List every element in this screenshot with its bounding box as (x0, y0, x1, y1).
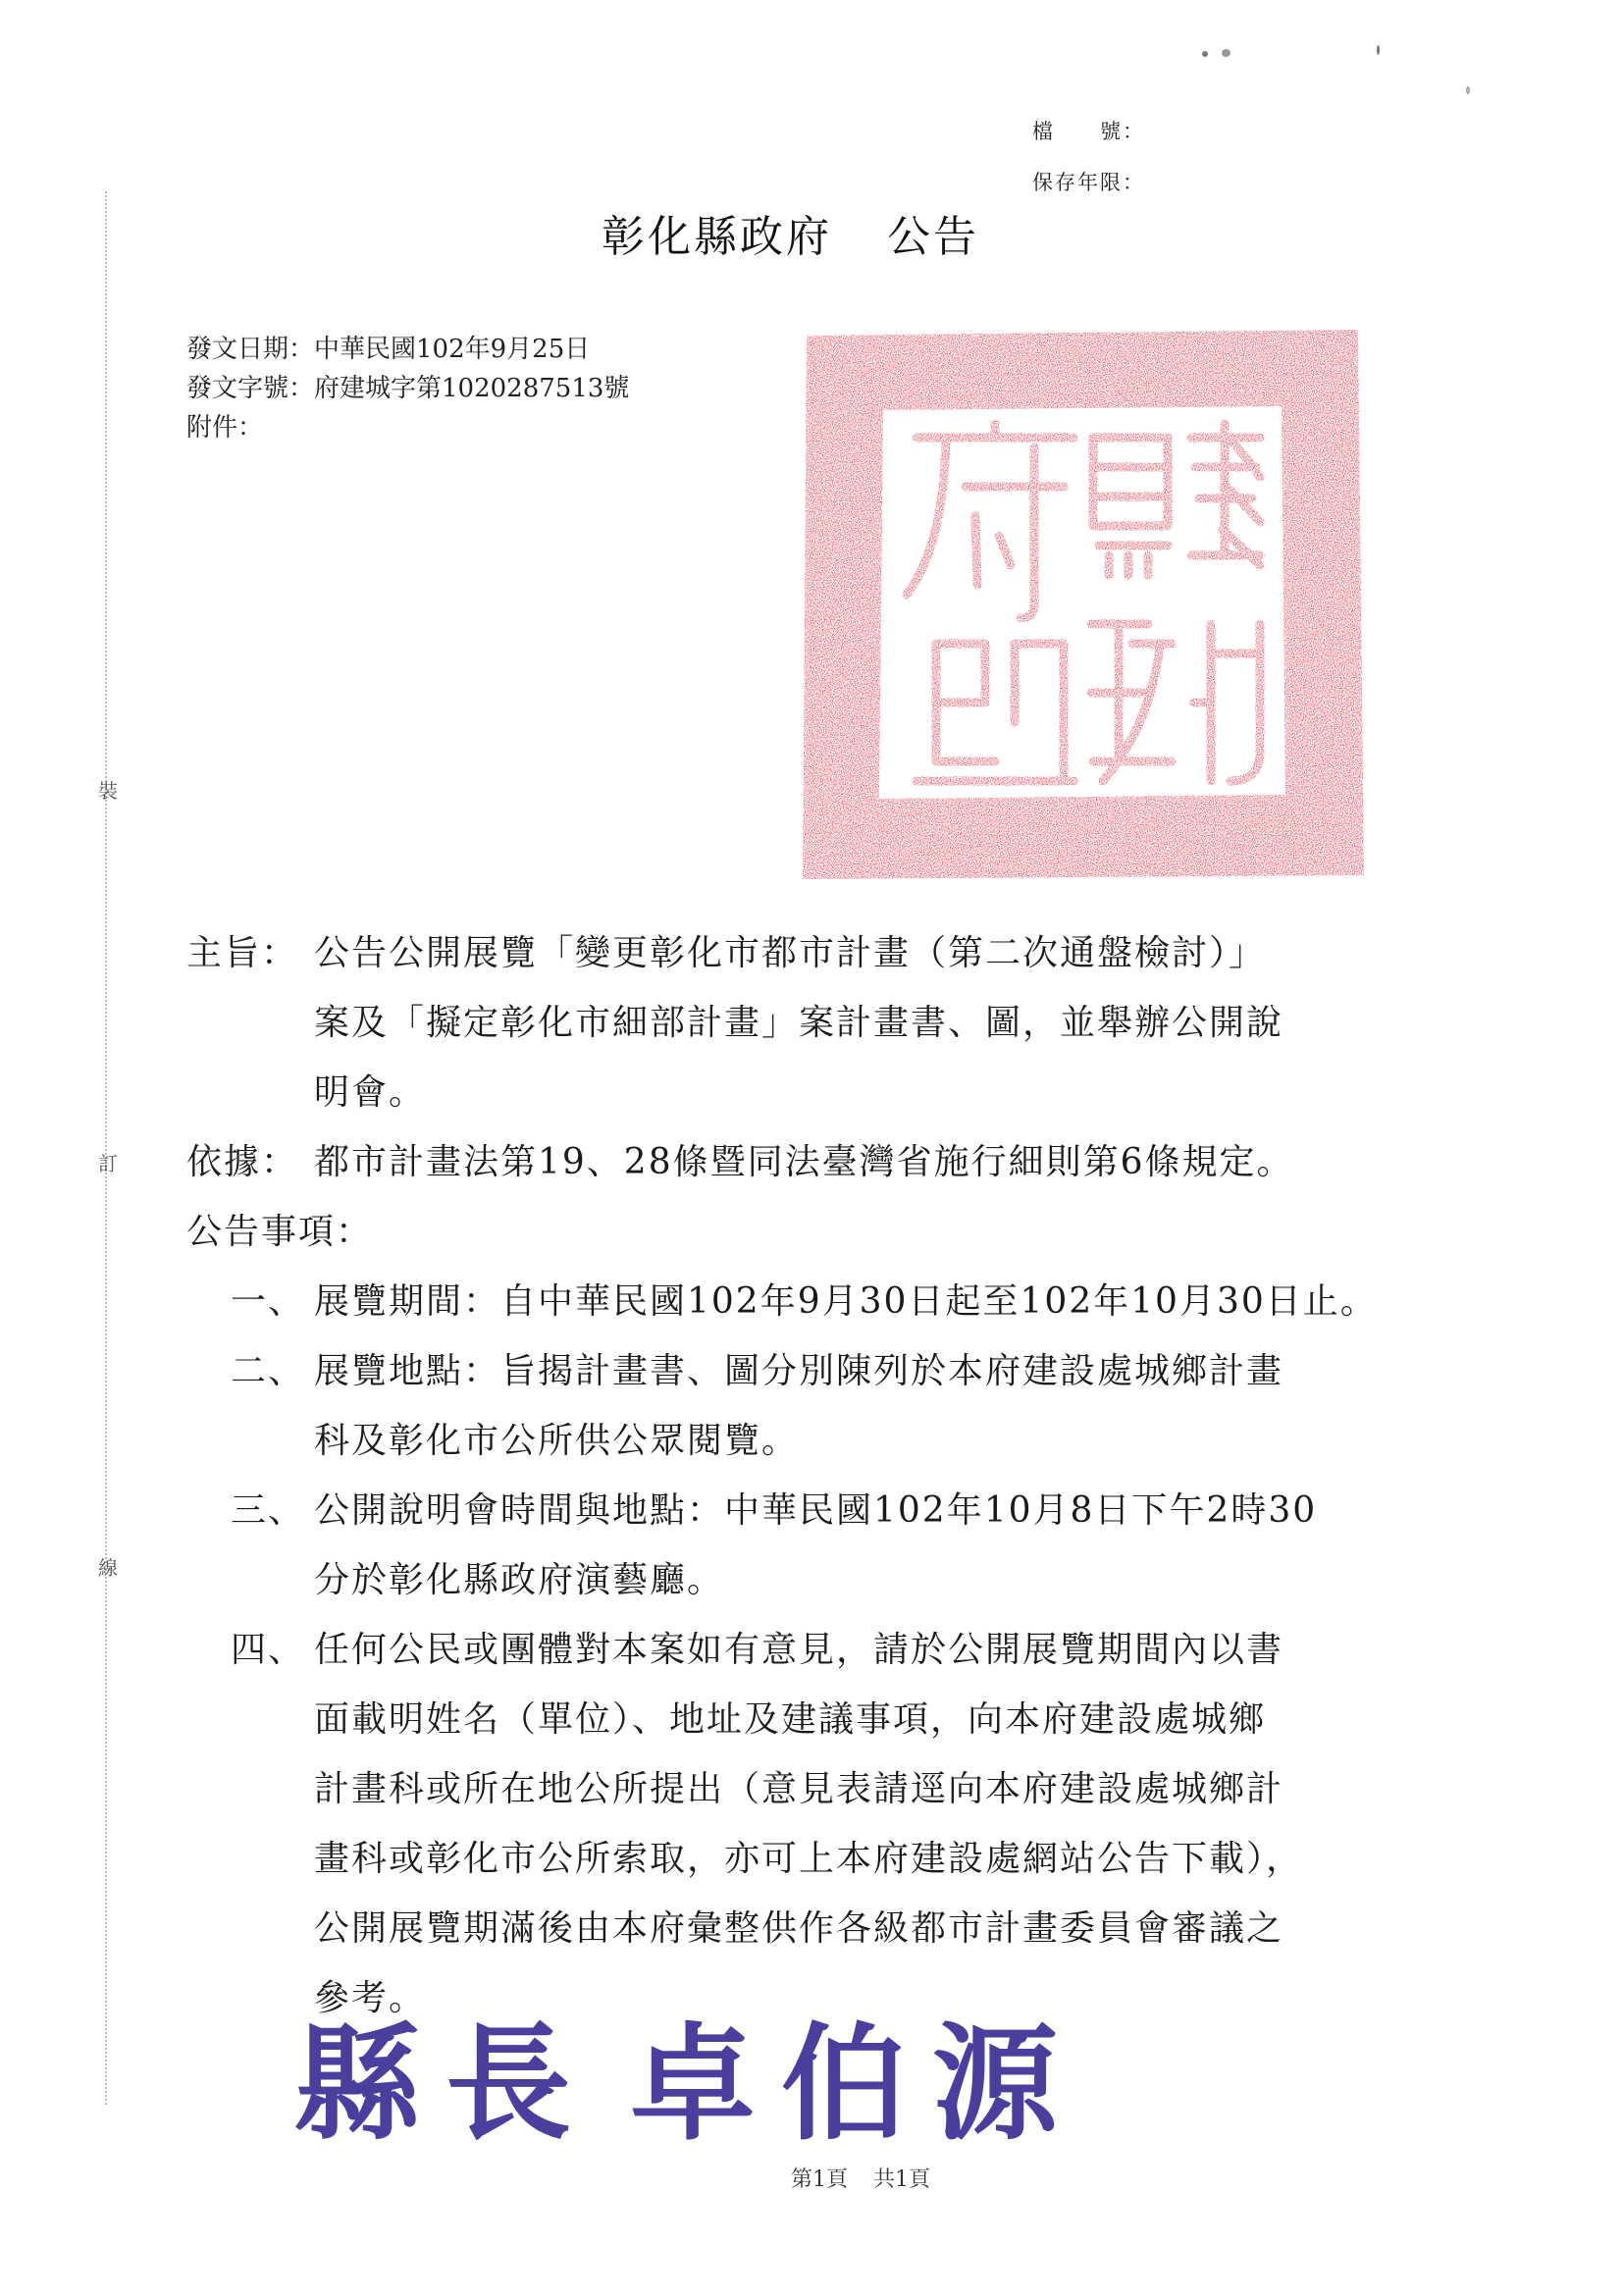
item-4-line-5: 公開展覽期滿後由本府彙整供作各級都市計畫委員會審議之 (314, 1908, 1284, 1949)
issue-number: 發文字號：府建城字第1020287513號 (186, 374, 630, 403)
signature-char-4: 伯 (781, 2011, 908, 2158)
signature-char-3: 卓 (630, 2011, 757, 2158)
retention-period-label: 保存年限： (1032, 171, 1145, 194)
item-3-line-1: 公開說明會時間與地點：中華民國102年10月8日下午2時30 (314, 1490, 1318, 1531)
official-seal (799, 330, 1364, 879)
page-number (791, 2163, 956, 2193)
basis-line-1: 都市計畫法第19、28條暨同法臺灣省施行細則第6條規定。 (314, 1142, 1294, 1182)
margin-mark-bind: 裝 (98, 779, 118, 803)
item-4-line-1: 任何公民或團體對本案如有意見，請於公開展覽期間內以書 (314, 1630, 1284, 1670)
margin-mark-staple: 訂 (98, 1152, 118, 1175)
subject-label: 主旨： (186, 933, 299, 973)
item-2-number: 二、 (231, 1351, 306, 1391)
signature-char-1: 縣 (294, 2011, 421, 2158)
item-1-number: 一、 (231, 1281, 306, 1322)
page-total: 共1頁 (873, 2167, 930, 2192)
item-4-line-4: 畫科或彰化市公所索取，亦可上本府建設處網站公告下載）， (314, 1839, 1304, 1879)
item-3-line-2: 分於彰化縣政府演藝廳。 (314, 1560, 725, 1600)
page-current: 第1頁 (791, 2167, 848, 2192)
magistrate-signature-stamp (294, 2011, 1207, 2159)
subject-line-2: 案及「擬定彰化市細部計畫」案計畫書、圖，並舉辦公開說 (314, 1003, 1284, 1043)
signature-char-2: 長 (445, 2011, 572, 2158)
signature-char-5: 源 (932, 2011, 1059, 2158)
subject-line-1: 公告公開展覽「變更彰化市都市計畫（第二次通盤檢討）」 (314, 933, 1267, 973)
item-2-line-1: 展覽地點：旨揭計畫書、圖分別陳列於本府建設處城鄉計畫 (314, 1351, 1284, 1391)
item-4-line-6: 參考。 (314, 1978, 427, 2018)
item-1-line-1: 展覽期間：自中華民國102年9月30日起至102年10月30日止。 (314, 1281, 1378, 1322)
item-4-number: 四、 (231, 1630, 306, 1670)
item-4-line-2: 面載明姓名（單位）、地址及建議事項，向本府建設處城鄉 (314, 1699, 1267, 1740)
file-number-label: 檔 號： (1032, 120, 1145, 143)
attachment-label: 附件： (186, 413, 264, 443)
item-4-line-3: 計畫科或所在地公所提出（意見表請逕向本府建設處城鄉計 (314, 1769, 1284, 1809)
subject-line-3: 明會。 (314, 1072, 427, 1113)
issue-date: 發文日期：中華民國102年9月25日 (186, 335, 591, 364)
item-2-line-2: 科及彰化市公所供公眾閱覽。 (314, 1421, 800, 1461)
basis-label: 依據： (186, 1142, 299, 1182)
document-type: 公告 (887, 212, 979, 262)
document-title (602, 201, 979, 264)
item-3-number: 三、 (231, 1490, 306, 1531)
margin-mark-line: 線 (98, 1556, 118, 1580)
issuer-name: 彰化縣政府 (602, 212, 832, 262)
items-heading: 公告事項： (186, 1212, 374, 1252)
